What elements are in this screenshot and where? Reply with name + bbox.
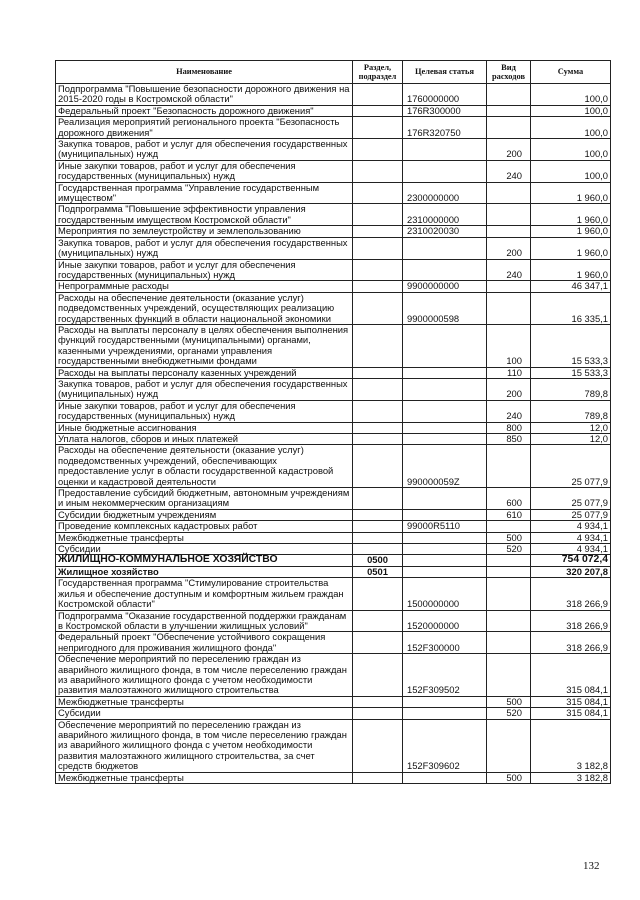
row-name: ЖИЛИЩНО-КОММУНАЛЬНОЕ ХОЗЯЙСТВО [56,555,353,566]
row-sum: 15 533,3 [531,324,611,367]
row-kind: 610 [487,509,531,520]
row-sum: 789,8 [531,400,611,422]
row-article [403,488,487,510]
row-article: 2300000000 [403,182,487,204]
row-article: 2310020030 [403,226,487,237]
row-sum: 100,0 [531,160,611,182]
table-row [56,292,611,324]
row-section [353,654,403,697]
row-section [353,292,403,324]
table-row [56,532,611,543]
row-kind [487,204,531,226]
row-section [353,610,403,632]
row-article [403,259,487,281]
row-section: 0501 [353,566,403,577]
table-row [56,84,611,106]
table-row [56,324,611,367]
row-name: Межбюджетные трансферты [56,532,353,543]
row-kind [487,610,531,632]
row-kind: 240 [487,400,531,422]
header-name: Наименование [56,61,353,84]
row-section [353,367,403,378]
table-row [56,160,611,182]
header-section: Раздел, подраздел [353,61,403,84]
row-name: Реализация мероприятий регионального проекта "Безопасность дорожного движения" [56,117,353,139]
row-kind: 500 [487,696,531,707]
row-section [353,237,403,259]
row-article: 99000R5110 [403,521,487,532]
row-kind: 200 [487,378,531,400]
row-article [403,555,487,566]
header-article: Целевая статья [403,61,487,84]
row-name: Субсидии [56,544,353,555]
budget-table [55,60,611,784]
table-row [56,105,611,116]
row-section [353,139,403,161]
row-article [403,696,487,707]
row-section [353,378,403,400]
row-article: 152F309502 [403,654,487,697]
row-article: 1500000000 [403,578,487,610]
row-sum: 100,0 [531,84,611,106]
row-article: 9900000598 [403,292,487,324]
row-kind: 520 [487,544,531,555]
row-name: Закупка товаров, работ и услуг для обеспечения государственных (муниципальных) нужд [56,378,353,400]
row-article [403,160,487,182]
row-name: Иные закупки товаров, работ и услуг для обеспечения государственных (муниципальных) нужд [56,400,353,422]
row-name: Закупка товаров, работ и услуг для обеспечения государственных (муниципальных) нужд [56,237,353,259]
row-article [403,509,487,520]
row-name: Обеспечение мероприятий по переселению граждан из аварийного жилищного фонда, в том числе переселению граждан из аварийного жилищного фонда с учетом необходимости развития малоэтажного жилищного строительства [56,654,353,697]
page-number: 132 [583,860,600,872]
row-sum: 25 077,9 [531,509,611,520]
row-sum: 25 077,9 [531,488,611,510]
row-section [353,632,403,654]
row-section: 0500 [353,555,403,566]
row-sum: 1 960,0 [531,226,611,237]
row-name: Подпрограмма "Повышение эффективности управления государственным имуществом Костромской области" [56,204,353,226]
row-article [403,139,487,161]
row-name: Подпрограмма "Повышение безопасности дорожного движения на 2015-2020 годы в Костромской области" [56,84,353,106]
table-row [56,509,611,520]
row-sum: 315 084,1 [531,708,611,719]
row-article: 176R320750 [403,117,487,139]
row-name: Иные бюджетные ассигнования [56,422,353,433]
row-article [403,367,487,378]
table-row [56,719,611,772]
table-row [56,445,611,488]
row-section [353,445,403,488]
row-kind: 500 [487,532,531,543]
row-kind: 200 [487,139,531,161]
row-section [353,708,403,719]
row-sum: 15 533,3 [531,367,611,378]
row-section [353,281,403,292]
row-kind [487,654,531,697]
row-sum: 1 960,0 [531,204,611,226]
row-sum: 12,0 [531,422,611,433]
row-sum: 16 335,1 [531,292,611,324]
row-sum: 315 084,1 [531,654,611,697]
table-row [56,696,611,707]
row-article: 1760000000 [403,84,487,106]
row-name: Государственная программа "Управление государственным имуществом" [56,182,353,204]
row-name: Жилищное хозяйство [56,566,353,577]
row-kind [487,226,531,237]
row-article: 9900000000 [403,281,487,292]
row-name: Уплата налогов, сборов и иных платежей [56,434,353,445]
row-name: Расходы на выплаты персоналу казенных учреждений [56,367,353,378]
row-name: Непрограммные расходы [56,281,353,292]
row-kind: 600 [487,488,531,510]
row-name: Расходы на обеспечение деятельности (оказание услуг) подведомственных учреждений, осуществляющих реализацию государственных функций в области национальной экономики [56,292,353,324]
row-article [403,378,487,400]
row-kind: 110 [487,367,531,378]
table-row [56,610,611,632]
row-sum: 318 266,9 [531,610,611,632]
row-name: Расходы на обеспечение деятельности (оказание услуг) подведомственных учреждений, обеспечивающих предоставление услуг в области государственной кадастровой оценки и кадастровой деятельности [56,445,353,488]
row-sum: 789,8 [531,378,611,400]
row-kind [487,292,531,324]
row-name: Обеспечение мероприятий по переселению граждан из аварийного жилищного фонда, в том числе переселению граждан из аварийного жилищного фонда с учетом необходимости развития малоэтажного жилищного строительства, за счет средств бюджетов [56,719,353,772]
row-kind: 100 [487,324,531,367]
table-row [56,400,611,422]
budget-table-page [55,60,610,784]
row-kind: 200 [487,237,531,259]
table-row [56,578,611,610]
row-name: Подпрограмма "Оказание государственной поддержки гражданам в Костромской области в улучшении жилищных условий" [56,610,353,632]
row-sum: 4 934,1 [531,532,611,543]
row-section [353,521,403,532]
table-row [56,367,611,378]
table-row [56,139,611,161]
row-sum: 4 934,1 [531,521,611,532]
row-sum: 1 960,0 [531,237,611,259]
row-article [403,324,487,367]
row-name: Проведение комплексных кадастровых работ [56,521,353,532]
row-name: Федеральный проект "Безопасность дорожного движения" [56,105,353,116]
row-kind [487,578,531,610]
table-row [56,632,611,654]
row-section [353,772,403,783]
row-sum: 754 072,4 [531,555,611,566]
table-row [56,488,611,510]
table-row [56,281,611,292]
row-kind: 800 [487,422,531,433]
row-sum: 3 182,8 [531,719,611,772]
row-sum: 315 084,1 [531,696,611,707]
row-name: Субсидии бюджетным учреждениям [56,509,353,520]
row-section [353,578,403,610]
row-kind: 240 [487,259,531,281]
row-kind: 850 [487,434,531,445]
row-kind [487,719,531,772]
row-sum: 46 347,1 [531,281,611,292]
row-name: Федеральный проект "Обеспечение устойчивого сокращения непригодного для проживания жилищного фонда" [56,632,353,654]
row-name: Иные закупки товаров, работ и услуг для обеспечения государственных (муниципальных) нужд [56,160,353,182]
row-section [353,204,403,226]
row-article [403,434,487,445]
table-row [56,654,611,697]
row-article [403,400,487,422]
table-row [56,378,611,400]
table-row [56,204,611,226]
row-section [353,544,403,555]
row-article: 990000059Z [403,445,487,488]
row-kind [487,182,531,204]
row-sum: 320 207,8 [531,566,611,577]
row-article: 1520000000 [403,610,487,632]
table-row [56,566,611,577]
row-kind [487,445,531,488]
row-name: Межбюджетные трансферты [56,772,353,783]
row-section [353,117,403,139]
row-name: Расходы на выплаты персоналу в целях обеспечения выполнения функций государственными (муниципальными) органами, казенными учреждениями, органами управления государственными внебюджетными фондами [56,324,353,367]
row-section [353,696,403,707]
row-section [353,719,403,772]
row-article [403,422,487,433]
row-kind: 500 [487,772,531,783]
table-row [56,555,611,566]
table-body [56,84,611,784]
row-article: 2310000000 [403,204,487,226]
row-sum: 318 266,9 [531,632,611,654]
row-section [353,259,403,281]
row-section [353,400,403,422]
row-name: Иные закупки товаров, работ и услуг для обеспечения государственных (муниципальных) нужд [56,259,353,281]
row-name: Мероприятия по землеустройству и землепользованию [56,226,353,237]
row-kind: 240 [487,160,531,182]
table-row [56,259,611,281]
row-sum: 4 934,1 [531,544,611,555]
row-sum: 12,0 [531,434,611,445]
row-kind [487,84,531,106]
row-section [353,226,403,237]
header-row [56,61,611,84]
row-article [403,544,487,555]
table-row [56,708,611,719]
row-sum: 3 182,8 [531,772,611,783]
table-row [56,182,611,204]
table-row [56,422,611,433]
row-sum: 1 960,0 [531,182,611,204]
row-section [353,422,403,433]
table-row [56,521,611,532]
row-sum: 100,0 [531,117,611,139]
row-name: Межбюджетные трансферты [56,696,353,707]
row-sum: 25 077,9 [531,445,611,488]
row-section [353,488,403,510]
row-section [353,434,403,445]
row-section [353,509,403,520]
table-row [56,117,611,139]
header-sum: Сумма [531,61,611,84]
table-row [56,237,611,259]
table-row [56,772,611,783]
row-kind [487,105,531,116]
row-article [403,772,487,783]
row-sum: 318 266,9 [531,578,611,610]
row-name: Предоставление субсидий бюджетным, автономным учреждениям и иным некоммерческим организациям [56,488,353,510]
row-name: Субсидии [56,708,353,719]
header-kind: Вид расходов [487,61,531,84]
row-section [353,160,403,182]
row-section [353,105,403,116]
row-article: 152F309602 [403,719,487,772]
row-article: 152F300000 [403,632,487,654]
row-kind [487,521,531,532]
row-name: Закупка товаров, работ и услуг для обеспечения государственных (муниципальных) нужд [56,139,353,161]
row-section [353,182,403,204]
row-article: 176R300000 [403,105,487,116]
row-article [403,566,487,577]
row-article [403,708,487,719]
row-kind [487,555,531,566]
row-sum: 100,0 [531,105,611,116]
row-name: Государственная программа "Стимулирование строительства жилья и обеспечение доступным и комфортным жильем граждан Костромской области" [56,578,353,610]
row-section [353,532,403,543]
row-sum: 1 960,0 [531,259,611,281]
row-section [353,324,403,367]
row-kind [487,632,531,654]
row-kind [487,117,531,139]
row-section [353,84,403,106]
row-article [403,532,487,543]
row-kind [487,281,531,292]
table-row [56,226,611,237]
row-kind [487,566,531,577]
row-article [403,237,487,259]
table-row [56,434,611,445]
row-sum: 100,0 [531,139,611,161]
row-kind: 520 [487,708,531,719]
